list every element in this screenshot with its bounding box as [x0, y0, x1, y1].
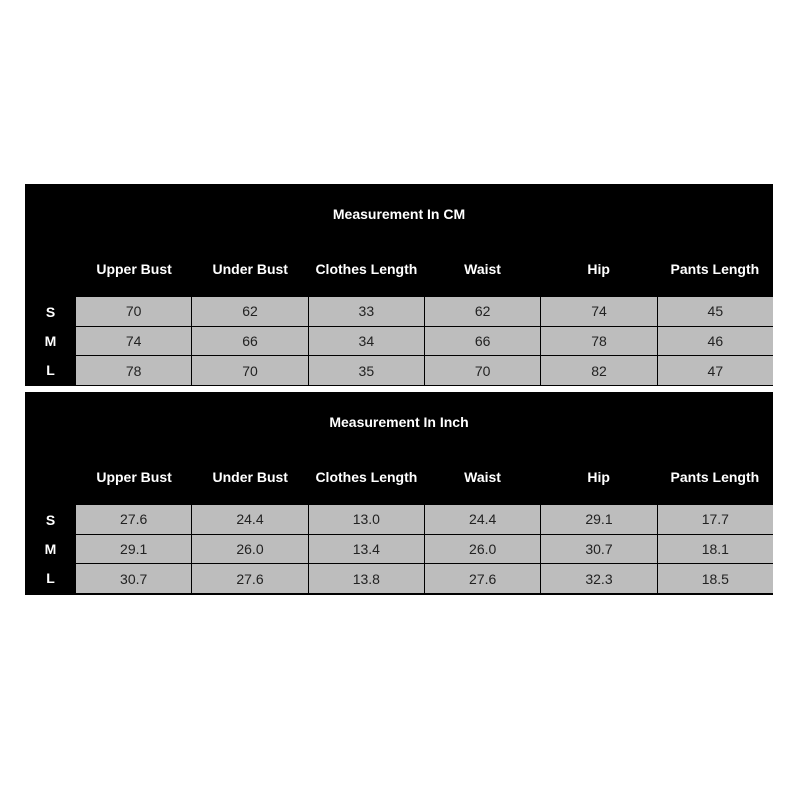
- column-headers: [76, 469, 773, 485]
- size-label-m: M: [44, 540, 57, 557]
- column-header-clothes-length: Clothes Length: [315, 261, 418, 277]
- table-cell: 29.1: [76, 535, 191, 564]
- table-cell: 13.0: [309, 505, 424, 534]
- table-cell: 70: [76, 297, 191, 326]
- table-cell: 82: [541, 356, 656, 385]
- column-header-upper-bust: Upper Bust: [96, 469, 172, 485]
- table-title: Measurement In Inch: [329, 414, 469, 430]
- size-label-l: L: [46, 362, 55, 379]
- table-cell: 74: [541, 297, 656, 326]
- column-header-upper-bust: Upper Bust: [96, 261, 172, 277]
- table-cell: 47: [658, 356, 773, 385]
- table-cell: 74: [76, 327, 191, 356]
- column-header-clothes-length: Clothes Length: [315, 469, 418, 485]
- table-cell: 24.4: [192, 505, 307, 534]
- table-cell: 34: [309, 327, 424, 356]
- table-cell: 46: [658, 327, 773, 356]
- table-cell: 26.0: [425, 535, 540, 564]
- column-headers: [76, 261, 773, 277]
- table-cell: 13.4: [309, 535, 424, 564]
- table-cell: 17.7: [658, 505, 773, 534]
- column-header-hip: Hip: [587, 261, 610, 277]
- table-cell: 62: [425, 297, 540, 326]
- measurement-grid: [76, 297, 773, 385]
- table-cell: 13.8: [309, 564, 424, 593]
- table-cell: 66: [192, 327, 307, 356]
- table-cell: 35: [309, 356, 424, 385]
- column-header-pants-length: Pants Length: [670, 261, 760, 277]
- table-cell: 27.6: [425, 564, 540, 593]
- table-title: Measurement In CM: [332, 206, 466, 222]
- table-cell: 78: [541, 327, 656, 356]
- table-cell: 78: [76, 356, 191, 385]
- table-cell: 18.1: [658, 535, 773, 564]
- column-header-waist: Waist: [464, 469, 501, 485]
- table-cell: 66: [425, 327, 540, 356]
- cm-measurement-table: [25, 184, 773, 386]
- table-cell: 45: [658, 297, 773, 326]
- table-cell: 70: [192, 356, 307, 385]
- table-cell: 18.5: [658, 564, 773, 593]
- table-cell: 24.4: [425, 505, 540, 534]
- table-cell: 26.0: [192, 535, 307, 564]
- table-cell: 27.6: [192, 564, 307, 593]
- measurement-grid: [76, 505, 773, 593]
- column-header-under-bust: Under Bust: [212, 469, 288, 485]
- size-label-s: S: [45, 511, 56, 528]
- column-header-under-bust: Under Bust: [212, 261, 288, 277]
- table-cell: 27.6: [76, 505, 191, 534]
- table-cell: 62: [192, 297, 307, 326]
- size-label-s: S: [45, 303, 56, 320]
- column-header-hip: Hip: [587, 469, 610, 485]
- inch-measurement-table: [25, 392, 773, 595]
- size-label-m: M: [44, 332, 57, 349]
- table-cell: 30.7: [541, 535, 656, 564]
- size-label-l: L: [46, 570, 55, 587]
- table-cell: 33: [309, 297, 424, 326]
- size-labels: [25, 505, 76, 593]
- table-cell: 32.3: [541, 564, 656, 593]
- column-header-waist: Waist: [464, 261, 501, 277]
- table-cell: 70: [425, 356, 540, 385]
- size-labels: [25, 297, 76, 385]
- table-cell: 30.7: [76, 564, 191, 593]
- column-header-pants-length: Pants Length: [670, 469, 760, 485]
- table-cell: 29.1: [541, 505, 656, 534]
